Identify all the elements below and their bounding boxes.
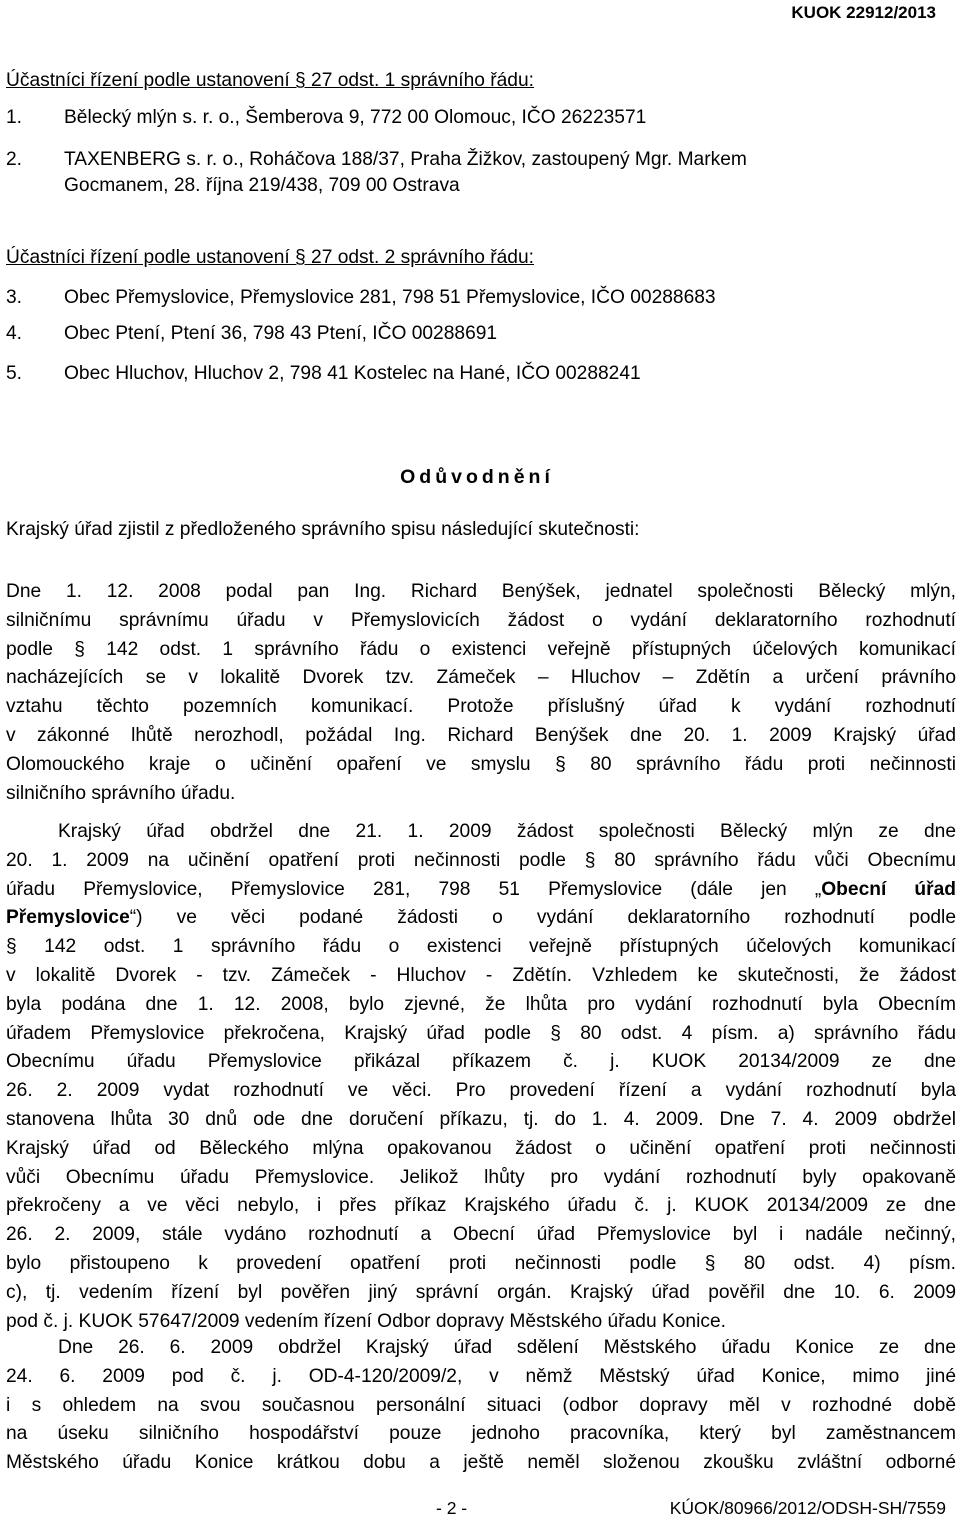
participant-num: 1. [6, 107, 23, 128]
bold-term: Obecní úřad [821, 878, 957, 900]
participant-1 [6, 106, 646, 130]
paragraph-line-text: Krajský úřad obdržel dne 21. 1. 2009 žádost společnosti Bělecký mlýn ze dne [58, 821, 956, 842]
participant-5 [6, 362, 641, 386]
paragraph-2 [6, 818, 956, 1336]
paragraph-line: Městského úřadu Konice krátkou dobu a ještě neměl složenou zkoušku zvláštní odborné [6, 1452, 956, 1474]
participant-4 [6, 322, 497, 346]
participants2-title: Účastníci řízení podle ustanovení § 27 odst. 2 správního řádu: [6, 247, 534, 268]
paragraph-line: 26. 2. 2009 vydat rozhodnutí ve věci. Pro provedení řízení a vydání rozhodnutí byla [6, 1080, 956, 1102]
paragraph-line-text: úřadu Přemyslovice, Přemyslovice 281, 798 51 Přemyslovice (dále jen „ [6, 878, 822, 900]
paragraph-line: Krajský úřad od Běleckého mlýna opakovanou žádost o učinění opatření proti nečinnosti [6, 1137, 956, 1159]
paragraph-3 [6, 1334, 956, 1478]
paragraph-line: silničního správního úřadu. [6, 782, 236, 804]
paragraph-line [6, 876, 956, 905]
participant-2 [6, 148, 747, 172]
paragraph-line: na úseku silničního hospodářství pouze jednoho pracovníka, který byl zaměstnancem [6, 1423, 956, 1445]
participant-text: Bělecký mlýn s. r. o., Šemberova 9, 772 00 Olomouc, IČO 26223571 [64, 107, 647, 128]
section-heading: Odůvodnění [400, 466, 554, 488]
paragraph-line: Olomouckého kraje o učinění opaření ve smyslu § 80 správního řádu proti nečinnosti [6, 753, 956, 775]
participant-num: 2. [6, 149, 23, 170]
paragraph-line: bylo přistoupeno k provedení opatření proti nečinnosti podle § 80 odst. 4) písm. [6, 1252, 956, 1274]
paragraph-line [6, 818, 956, 847]
participants1-title: Účastníci řízení podle ustanovení § 27 odst. 1 správního řádu: [6, 70, 534, 91]
paragraph-line: i s ohledem na svou současnou personální situaci (odbor dopravy měl v rozhodné době [6, 1394, 956, 1416]
paragraph-line: byla podána dne 1. 12. 2008, bylo zjevné, že lhůta pro vydání rozhodnutí byla Obecním [6, 993, 956, 1015]
participant-num: 5. [6, 363, 23, 384]
document-reference: KÚOK/80966/2012/ODSH-SH/7559 [669, 1498, 946, 1518]
paragraph-line: § 142 odst. 1 správního řádu o existenci veřejně přístupných účelových komunikací [6, 936, 956, 958]
participant-text: Obec Hluchov, Hluchov 2, 798 41 Kostelec na Hané, IČO 00288241 [64, 363, 641, 384]
paragraph-line: podle § 142 odst. 1 správního řádu o existenci veřejně přístupných účelových komunikací [6, 638, 956, 660]
paragraph-line: pod č. j. KUOK 57647/2009 vedením řízení Odbor dopravy Městského úřadu Konice. [6, 1310, 726, 1332]
participant-num: 4. [6, 323, 23, 344]
paragraph-line-text: “) ve věci podané žádosti o vydání deklaratorního rozhodnutí podle [129, 907, 956, 929]
participant-num: 3. [6, 287, 23, 308]
paragraph-line: 26. 2. 2009, stále vydáno rozhodnutí a Obecní úřad Přemyslovice byl i nadále nečinný, [6, 1224, 956, 1246]
paragraph-1 [6, 578, 956, 808]
paragraph-line: c), tj. vedením řízení byl pověřen jiný správní orgán. Krajský úřad pověřil dne 10. 6. 2009 [6, 1281, 956, 1303]
participant-text: Obec Přemyslovice, Přemyslovice 281, 798 51 Přemyslovice, IČO 00288683 [64, 287, 716, 308]
paragraph-line: Dne 1. 12. 2008 podal pan Ing. Richard Benýšek, jednatel společnosti Bělecký mlýn, [6, 581, 956, 602]
paragraph-line: vztahu těchto pozemních komunikací. Protože příslušný úřad k vydání rozhodnutí [6, 696, 956, 718]
document-id-header: KUOK 22912/2013 [791, 3, 936, 22]
paragraph-line [6, 1334, 956, 1363]
paragraph-line: úřadem Přemyslovice překročena, Krajský úřad podle § 80 odst. 4 písm. a) správního řádu [6, 1022, 956, 1044]
reasoning-intro: Krajský úřad zjistil z předloženého správního spisu následující skutečnosti: [6, 519, 640, 540]
paragraph-line-text: Dne 26. 6. 2009 obdržel Krajský úřad sdělení Městského úřadu Konice ze dne [58, 1337, 956, 1358]
participant-2-continuation: Gocmanem, 28. října 219/438, 709 00 Ostrava [64, 175, 460, 196]
bold-term: Přemyslovice [6, 907, 130, 929]
paragraph-line: Obecnímu úřadu Přemyslovice přikázal příkazem č. j. KUOK 20134/2009 ze dne [6, 1051, 956, 1073]
paragraph-line: vůči Obecnímu úřadu Přemyslovice. Jelikož lhůty pro vydání rozhodnutí byly opakovaně [6, 1166, 956, 1188]
paragraph-line: nacházejících se v lokalitě Dvorek tzv. Zámeček – Hluchov – Zdětín a určení právního [6, 667, 956, 689]
participant-text: TAXENBERG s. r. o., Roháčova 188/37, Praha Žižkov, zastoupený Mgr. Markem [64, 149, 747, 170]
paragraph-line: 20. 1. 2009 na učinění opatření proti nečinnosti podle § 80 správního řádu vůči Obecnímu [6, 849, 956, 871]
paragraph-line [6, 904, 956, 933]
paragraph-line: 24. 6. 2009 pod č. j. OD-4-120/2009/2, v němž Městský úřad Konice, mimo jiné [6, 1365, 956, 1387]
paragraph-line: stanovena lhůta 30 dnů ode dne doručení příkazu, tj. do 1. 4. 2009. Dne 7. 4. 2009 obdržel [6, 1108, 956, 1130]
paragraph-line: překročeny a ve věci nebylo, i přes příkaz Krajského úřadu č. j. KUOK 20134/2009 ze dne [6, 1195, 956, 1217]
page-number: - 2 - [436, 1498, 468, 1518]
paragraph-line: silničnímu správnímu úřadu v Přemyslovicích žádost o vydání deklaratorního rozhodnutí [6, 609, 956, 631]
participant-3 [6, 286, 716, 310]
paragraph-line: v lokalitě Dvorek - tzv. Zámeček - Hluchov - Zdětín. Vzhledem ke skutečnosti, že žádost [6, 964, 956, 986]
participant-text: Obec Ptení, Ptení 36, 798 43 Ptení, IČO 00288691 [64, 323, 498, 344]
paragraph-line: v zákonné lhůtě nerozhodl, požádal Ing. Richard Benýšek dne 20. 1. 2009 Krajský úřad [6, 724, 956, 746]
